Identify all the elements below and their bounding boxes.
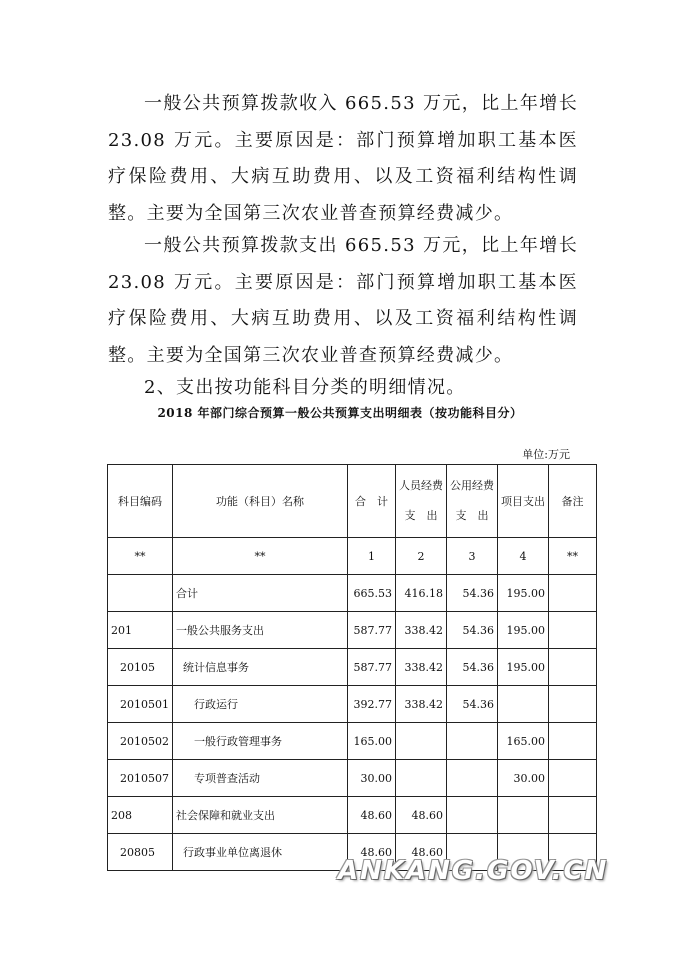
total-cell: 48.60 <box>348 834 396 871</box>
total-cell: 392.77 <box>348 686 396 723</box>
total-cell: 30.00 <box>348 760 396 797</box>
total-cell: 48.60 <box>348 797 396 834</box>
table-row <box>108 686 597 723</box>
total-cell: 165.00 <box>348 723 396 760</box>
table-row <box>108 612 597 649</box>
paragraph-expenditure: 一般公共预算拨款支出 665.53 万元，比上年增长 23.08 万元。主要原因是：部门预算增加职工基本医疗保险费用、大病互助费用、以及工资福利结构性调整。主要为全国第三次农业普查预算经费减少。 <box>108 235 578 366</box>
budget-expenditure-table <box>107 464 597 871</box>
personnel-cell: 338.42 <box>396 686 447 723</box>
code-cell: 20105 <box>108 649 173 686</box>
personnel-cell: 338.42 <box>396 649 447 686</box>
index-cell: 1 <box>348 538 396 575</box>
index-row <box>108 538 597 575</box>
header-public-line1: 公用经费 <box>450 479 494 492</box>
personnel-cell: 48.60 <box>396 797 447 834</box>
project-cell: 165.00 <box>498 723 549 760</box>
section-heading-functional-breakdown: 2、支出按功能科目分类的明细情况。 <box>144 377 466 398</box>
header-personnel <box>396 465 447 538</box>
public-cell: 54.36 <box>447 649 498 686</box>
note-cell <box>549 723 597 760</box>
note-cell <box>549 575 597 612</box>
index-cell: 2 <box>396 538 447 575</box>
index-cell: ** <box>549 538 597 575</box>
table-row <box>108 575 597 612</box>
public-cell: 54.36 <box>447 612 498 649</box>
project-cell <box>498 797 549 834</box>
table-row <box>108 649 597 686</box>
index-cell: ** <box>173 538 348 575</box>
header-personnel-line2: 支 出 <box>404 509 438 522</box>
table-title: 2018 年部门综合预算一般公共预算支出明细表（按功能科目分） <box>157 406 523 420</box>
name-cell: 统计信息事务 <box>173 649 348 686</box>
note-cell <box>549 649 597 686</box>
personnel-cell: 416.18 <box>396 575 447 612</box>
table-row <box>108 760 597 797</box>
project-cell: 195.00 <box>498 612 549 649</box>
project-cell <box>498 686 549 723</box>
index-cell: 4 <box>498 538 549 575</box>
public-cell <box>447 760 498 797</box>
project-cell: 30.00 <box>498 760 549 797</box>
project-cell: 195.00 <box>498 575 549 612</box>
public-cell <box>447 723 498 760</box>
total-cell: 587.77 <box>348 649 396 686</box>
table-row <box>108 797 597 834</box>
code-cell: 2010507 <box>108 760 173 797</box>
header-total: 合 计 <box>348 465 396 538</box>
project-cell: 195.00 <box>498 649 549 686</box>
paragraph-revenue: 一般公共预算拨款收入 665.53 万元，比上年增长 23.08 万元。主要原因是：部门预算增加职工基本医疗保险费用、大病互助费用、以及工资福利结构性调整。主要为全国第三次农业普查预算经费减少。 <box>108 93 578 224</box>
table-body <box>108 575 597 871</box>
table-unit: 单位:万元 <box>522 448 570 461</box>
personnel-cell: 338.42 <box>396 612 447 649</box>
name-cell: 行政事业单位离退休 <box>173 834 348 871</box>
header-note: 备注 <box>549 465 597 538</box>
index-cell: 3 <box>447 538 498 575</box>
code-cell: 2010501 <box>108 686 173 723</box>
public-cell: 54.36 <box>447 575 498 612</box>
header-name: 功能（科目）名称 <box>173 465 348 538</box>
personnel-cell: 48.60 <box>396 834 447 871</box>
personnel-cell <box>396 723 447 760</box>
total-cell: 665.53 <box>348 575 396 612</box>
index-cell: ** <box>108 538 173 575</box>
name-cell: 社会保障和就业支出 <box>173 797 348 834</box>
name-cell: 一般公共服务支出 <box>173 612 348 649</box>
public-cell <box>447 797 498 834</box>
name-cell: 专项普查活动 <box>173 760 348 797</box>
total-cell: 587.77 <box>348 612 396 649</box>
header-personnel-line1: 人员经费 <box>399 479 443 492</box>
note-cell <box>549 686 597 723</box>
code-cell: 20805 <box>108 834 173 871</box>
header-public-line2: 支 出 <box>455 509 489 522</box>
note-cell <box>549 612 597 649</box>
name-cell: 一般行政管理事务 <box>173 723 348 760</box>
public-cell: 54.36 <box>447 686 498 723</box>
name-cell: 合计 <box>173 575 348 612</box>
table-row <box>108 723 597 760</box>
code-cell: 208 <box>108 797 173 834</box>
code-cell <box>108 575 173 612</box>
header-public <box>447 465 498 538</box>
personnel-cell <box>396 760 447 797</box>
code-cell: 2010502 <box>108 723 173 760</box>
note-cell <box>549 797 597 834</box>
name-cell: 行政运行 <box>173 686 348 723</box>
note-cell <box>549 760 597 797</box>
header-code: 科目编码 <box>108 465 173 538</box>
header-project: 项目支出 <box>498 465 549 538</box>
code-cell: 201 <box>108 612 173 649</box>
watermark-logo: ANKANG.GOV.CN <box>338 856 609 886</box>
